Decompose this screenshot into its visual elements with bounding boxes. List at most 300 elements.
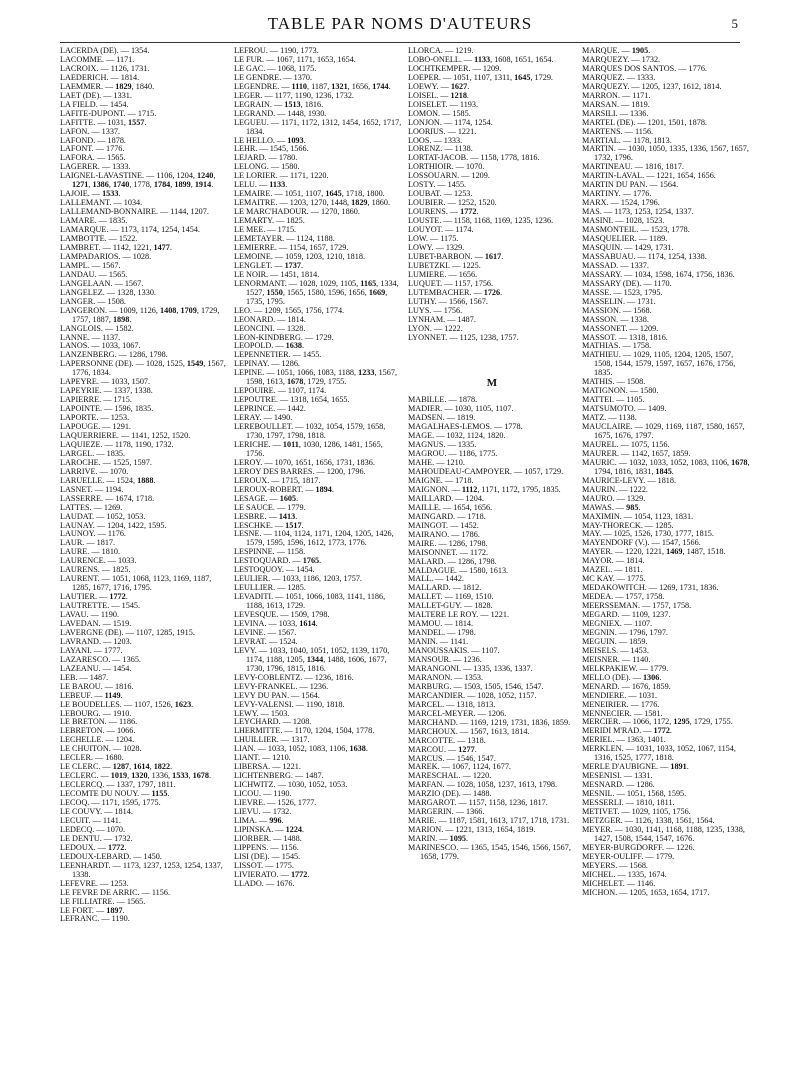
index-entry: MALL. — 1442.	[408, 575, 464, 584]
index-entry: LONJON. — 1174, 1254.	[408, 118, 493, 127]
index-entry: LAET (DE). — 1331.	[60, 91, 132, 100]
index-entry: LEENHARDT. — 1173, 1237, 1253, 1254, 1337, 1338.	[60, 861, 223, 879]
index-entry: LAMPADARIOS. — 1028.	[60, 252, 152, 261]
index-entry: LAUTRETTE. — 1545.	[60, 602, 141, 611]
index-entry: LAVERGNE (DE). — 1107, 1285, 1915.	[60, 628, 195, 637]
index-entry: LOORIUS. — 1221.	[408, 127, 477, 136]
index-entry: MARTENS. — 1156.	[582, 127, 654, 136]
index-entry: MALTÈRE LE ROY. — 1221.	[408, 611, 509, 620]
index-entry: LE BOUDELLES. — 1107, 1526, 1623.	[60, 700, 194, 709]
index-entry: LAVRAND. — 1203.	[60, 637, 132, 646]
index-entry: MARZIO (DE). — 1488.	[408, 790, 492, 799]
index-entry: LAMPL. — 1567.	[60, 261, 121, 270]
index-entry: MARGAROT. — 1157, 1158, 1236, 1817.	[408, 799, 548, 808]
index-entry: MAUCLAIRE. — 1029, 1169, 1187, 1580, 1657, 1675, 1676, 1797.	[582, 423, 745, 440]
index-entry: LE SAUCE. — 1779.	[234, 503, 306, 512]
index-entry: MASSARY (DE). — 1170.	[582, 279, 672, 288]
index-entry: MASQUIN. — 1429, 1731.	[582, 243, 674, 252]
header-rule	[60, 42, 740, 43]
index-entry: LERAY. — 1490.	[234, 414, 293, 423]
index-entry: MARQUE. — 1905.	[582, 47, 651, 55]
index-entry: LEPRINCE. — 1442.	[234, 405, 306, 414]
index-entry: MASSELIN. — 1731.	[582, 297, 656, 306]
index-entry: MAIGNÉ. — 1718.	[408, 476, 474, 485]
index-entry: LIANT. — 1210.	[234, 754, 291, 763]
index-entry: LEGENDRE. — 1110, 1187, 1321, 1656, 1744.	[234, 82, 391, 91]
index-entry: MARESCHAL. — 1220.	[408, 772, 492, 781]
index-entry: MARIE. — 1187, 1581, 1613, 1717, 1718, 1731.	[408, 817, 570, 826]
index-entry: LÉPINE. — 1051, 1066, 1083, 1188, 1233, 1567, 1598, 1613, 1678, 1729, 1755.	[234, 369, 397, 387]
index-entry: LEBOURG. — 1910.	[60, 709, 132, 718]
index-entry: LIPINSKA. — 1224.	[234, 825, 305, 834]
index-entry: LESPINNE. — 1158.	[234, 548, 306, 557]
index-entry: LEPENNETIER. — 1455.	[234, 351, 322, 360]
index-entry: MAYOR. — 1814.	[582, 557, 645, 566]
index-entry: MAMOU. — 1814.	[408, 620, 474, 629]
index-entry: LORENZ. — 1138.	[408, 145, 473, 154]
index-entry: MÉGARD. — 1109, 1237.	[582, 611, 671, 620]
index-entry: LORTAT-JACOB. — 1158, 1778, 1816.	[408, 154, 540, 163]
index-entry: LAIGNEL-LAVASTINE. — 1106, 1204, 1240, 1271, 1386, 1740, 1778, 1784, 1899, 1914.	[60, 172, 216, 190]
index-entry: LAPIERRE. — 1715.	[60, 396, 132, 405]
index-entry: LEYCHARD. — 1208.	[234, 718, 312, 727]
index-entry: MATHIS. — 1508.	[582, 378, 646, 387]
index-entry: MARCUS. — 1546, 1547.	[408, 754, 496, 763]
index-entry: MASSONET. — 1209.	[582, 324, 659, 333]
index-entry: LANGER. — 1508.	[60, 297, 126, 306]
index-entry: LE HELLO. — 1093.	[234, 136, 306, 145]
index-entry: MELLO (DE). — 1306.	[582, 673, 662, 682]
index-entry: LAURE. — 1810.	[60, 548, 121, 557]
index-entry: LHUILLIER. — 1317.	[234, 736, 310, 745]
index-entry: LIMA. — 996.	[234, 816, 284, 825]
index-entry: LECOQ. — 1171, 1595, 1775.	[60, 799, 161, 808]
index-entry: LECOMTE DU NOUY. — 1155.	[60, 790, 170, 799]
index-entry: LEVRAT. — 1524.	[234, 637, 298, 646]
index-entry: LÉGER. — 1177, 1190, 1236, 1732.	[234, 91, 354, 100]
index-entry: LEOPOLD. — 1638.	[234, 342, 305, 351]
index-entry: MERCIER. — 1066, 1172, 1295, 1729, 1755.	[582, 718, 733, 727]
index-entry: LÉVY-COBLENTZ. — 1236, 1816.	[234, 673, 354, 682]
index-entry: LALLEMAND-BONNAIRE. — 1144, 1207.	[60, 208, 209, 217]
index-entry: LAQUIÈZE. — 1178, 1190, 1732.	[60, 440, 174, 449]
index-entry: LE FÈVRE DE ARRIC. — 1156.	[60, 888, 171, 897]
index-entry: LAEDERICH. — 1814.	[60, 73, 140, 82]
index-entry: MARCHAND. — 1169, 1219, 1731, 1836, 1859.	[408, 718, 571, 727]
index-entry: LAPERSONNE (DE). — 1028, 1525, 1549, 1567, 1776, 1834.	[60, 360, 226, 378]
index-entry: MÉGUIN. — 1859.	[582, 637, 648, 646]
index-entry: MEDAKOWITCH. — 1269, 1731, 1836.	[582, 584, 719, 593]
index-entry: MENDIÈRE. — 1031.	[582, 691, 658, 700]
index-entry: MALLET-GUY. — 1828.	[408, 602, 493, 611]
index-entry: METZGER. — 1126, 1338, 1561, 1564.	[582, 816, 715, 825]
index-entry: MARX. — 1524, 1796.	[582, 199, 660, 208]
index-entry: MATSUMOTO. — 1409.	[582, 405, 667, 414]
index-entry: MICHEL. — 1335, 1674.	[582, 870, 667, 879]
index-entry: MEISNER. — 1140.	[582, 655, 651, 664]
index-entry: MAURIN. — 1222.	[582, 485, 648, 494]
index-entry: MAINGOT. — 1452.	[408, 521, 479, 530]
index-entry: MAYENDORF (V.). — 1547, 1566.	[582, 539, 701, 548]
index-entry: MATIGNON. — 1580.	[582, 387, 659, 396]
index-entry: MANDEL. — 1798.	[408, 629, 476, 638]
index-entry: MANOUSSAKIS. — 1107.	[408, 647, 500, 656]
index-entry: LICHTENBERG. — 1487.	[234, 772, 324, 781]
index-entry: LENORMANT. — 1028, 1029, 1105, 1165, 1334, 1527, 1550, 1565, 1580, 1596, 1656, 1669, 1735, 1795.	[234, 279, 399, 306]
index-entry: MARCOTTE. — 1318.	[408, 736, 486, 745]
index-entry: LOISEL. — 1218.	[408, 91, 469, 100]
index-entry: MEISELS. — 1453.	[582, 646, 649, 655]
index-entry: MAHOUDEAU-CAMPOYER. — 1057, 1729.	[408, 468, 564, 477]
index-entry: MAYER. — 1220, 1221, 1469, 1487, 1518.	[582, 548, 726, 557]
index-entry: LANDAU. — 1565.	[60, 270, 128, 279]
index-entry: LE CLERC. — 1287, 1614, 1822.	[60, 763, 173, 772]
index-entry: LAUTIER. — 1772.	[60, 593, 128, 602]
index-entry: LOW. — 1175.	[408, 235, 459, 244]
index-entry: MAURO. — 1329.	[582, 494, 646, 503]
index-entry: LHERMITTE. — 1170, 1204, 1504, 1778.	[234, 727, 375, 736]
index-entry: LEMOINE. — 1059, 1203, 1210, 1818.	[234, 252, 365, 261]
index-entry: LIÈVRE. — 1526, 1777.	[234, 799, 317, 808]
index-entry: MASSOT. — 1318, 1816.	[582, 333, 668, 342]
index-entry: LESAGE. — 1605.	[234, 494, 299, 503]
index-entry: LEJARD. — 1780.	[234, 154, 298, 163]
index-entry: MARQUÉZY. — 1732.	[582, 55, 661, 64]
index-entry: MAGALHAES-LEMOS. — 1778.	[408, 423, 523, 432]
index-entry: LE GENDRE. — 1370.	[234, 73, 313, 82]
index-column-4	[582, 47, 750, 898]
index-entry: LEROUX. — 1715, 1817.	[234, 476, 321, 485]
index-entry: MASSARY. — 1034, 1598, 1674, 1756, 1836.	[582, 270, 735, 279]
index-entry: LARUELLE. — 1524, 1888.	[60, 476, 156, 485]
index-entry: LOSTY. — 1455.	[408, 181, 467, 190]
index-entry: LAROCHE. — 1525, 1597.	[60, 458, 152, 467]
index-entry: LOOS. — 1333.	[408, 136, 463, 145]
index-entry: MARINESCO. — 1365, 1545, 1546, 1566, 1567, 1658, 1779.	[408, 844, 571, 862]
index-entry: LAMARE. — 1835.	[60, 217, 128, 226]
index-entry: MAIRANO. — 1786.	[408, 530, 480, 539]
index-entry: LOEPER. — 1051, 1107, 1311, 1645, 1729.	[408, 73, 553, 82]
index-entry: MEYERS. — 1568.	[582, 861, 648, 870]
index-entry: LICHWITZ. — 1030, 1052, 1053.	[234, 781, 348, 790]
section-letter: M	[486, 377, 498, 390]
index-entry: LEREBOULLET. — 1032, 1054, 1579, 1658, 1730, 1797, 1798, 1818.	[234, 423, 386, 440]
index-entry: LEBEUF. — 1149.	[60, 691, 123, 700]
index-entry: MARCEL-MEYER. — 1206.	[408, 709, 507, 718]
index-entry: LAFORA. — 1565.	[60, 154, 126, 163]
index-entry: LELONG. — 1580.	[234, 163, 300, 172]
index-entry: LANOS. — 1033, 1067.	[60, 342, 141, 351]
index-entry: LAPOUGE. — 1291.	[60, 423, 131, 432]
index-entry: MAINGARD. — 1718.	[408, 512, 486, 521]
index-entry: LÉPINAY. — 1286.	[234, 360, 300, 369]
index-entry: LA FIELD. — 1454.	[60, 100, 129, 109]
index-entry: LE BAROU. — 1816.	[60, 682, 134, 691]
index-entry: MESNIL. — 1051, 1568, 1595.	[582, 790, 687, 799]
index-entry: MAISONNET. — 1172.	[408, 548, 489, 557]
index-entry: LEWY. — 1503.	[234, 709, 290, 718]
index-entry: MERLE D'AUBIGNÉ. — 1891.	[582, 763, 689, 772]
index-entry: LEMARTY. — 1825.	[234, 217, 305, 226]
index-entry: MARCEL. — 1318, 1813.	[408, 700, 496, 709]
index-entry: LEFÈVRE. — 1253.	[60, 879, 129, 888]
index-entry: MENNECIER. — 1581.	[582, 709, 663, 718]
index-entry: MASSAD. — 1337.	[582, 261, 649, 270]
index-entry: MICHON. — 1205, 1653, 1654, 1717.	[582, 888, 710, 897]
index-entry: LÉONARD. — 1814.	[234, 315, 306, 324]
index-entry: LEULLIER. — 1285.	[234, 584, 306, 593]
index-entry: MALLET. — 1169, 1510.	[408, 593, 494, 602]
index-entry: LIBERSA. — 1221.	[234, 763, 301, 772]
index-entry: LEGRAIN. — 1513, 1816.	[234, 100, 324, 109]
index-entry: LENGLET. — 1737.	[234, 261, 303, 270]
index-entry: MARTEL (DE). — 1201, 1501, 1878.	[582, 118, 707, 127]
index-entry: LAURENT. — 1051, 1068, 1123, 1169, 1187, 1285, 1677, 1716, 1795.	[60, 575, 212, 593]
index-entry: LE FUR. — 1067, 1171, 1653, 1654.	[234, 55, 356, 64]
index-entry: LISSOT. — 1775.	[234, 861, 294, 870]
index-column-3	[408, 47, 576, 862]
index-entry: MAGE. — 1032, 1124, 1820.	[408, 432, 506, 441]
index-entry: LAVAU. — 1190.	[60, 611, 119, 620]
index-entry: MEYER-BURGDORFF. — 1226.	[582, 843, 695, 852]
index-entry: LIAN. — 1033, 1052, 1083, 1106, 1638.	[234, 745, 368, 754]
index-entry: LOUBIER. — 1252, 1520.	[408, 199, 497, 208]
index-entry: LAFOND. — 1878.	[60, 136, 126, 145]
index-entry: LESTOQUARD. — 1765.	[234, 557, 322, 566]
index-entry: MARFAN. — 1028, 1058, 1237, 1613, 1798.	[408, 781, 558, 790]
index-entry: LASNET. — 1194.	[60, 485, 124, 494]
index-entry: MAY. — 1025, 1526, 1730, 1777, 1815.	[582, 530, 714, 539]
index-entry: MESENISI. — 1331.	[582, 772, 653, 781]
page-header	[60, 14, 740, 38]
index-entry: LE BRETON. — 1186.	[60, 718, 138, 727]
index-entry: LAUNOY. — 1176.	[60, 530, 126, 539]
index-entry: MATTEI. — 1105.	[582, 396, 645, 405]
index-entry: LEROUX-ROBERT. — 1894.	[234, 485, 334, 494]
index-entry: LARRIVÉ. — 1070.	[60, 467, 129, 476]
index-entry: LALLEMANT. — 1034.	[60, 199, 143, 208]
index-entry: MARTIN-LAVAL. — 1221, 1654, 1656.	[582, 172, 716, 181]
index-entry: LESBRE. — 1413.	[234, 512, 298, 521]
index-entry: LEVESQUE. — 1509, 1798.	[234, 611, 330, 620]
index-entry: LOUSTE. — 1158, 1168, 1169, 1235, 1236.	[408, 217, 554, 226]
index-entry: MARTINY. — 1776.	[582, 190, 652, 199]
page-number: 5	[731, 16, 738, 31]
index-entry: MALDAGUE. — 1580, 1613.	[408, 566, 509, 575]
index-entry: MANSOUR. — 1236.	[408, 656, 482, 665]
index-entry: MASSABUAU. — 1174, 1254, 1338.	[582, 252, 707, 261]
index-entry: MEYER-OULIFF. — 1779.	[582, 852, 675, 861]
index-entry: LÉVY DU PAN. — 1564.	[234, 691, 320, 700]
index-column-1	[60, 47, 228, 924]
page-title: TABLE PAR NOMS D'AUTEURS	[267, 14, 533, 33]
index-entry: MARQUES DOS SANTOS. — 1776.	[582, 64, 707, 73]
index-entry: LUBETZKI. — 1225.	[408, 261, 481, 270]
index-entry: MARANON. — 1353.	[408, 673, 484, 682]
index-entry: MÉGNIN. — 1796, 1797.	[582, 628, 668, 637]
index-entry: LAZEANU. — 1454.	[60, 664, 132, 673]
index-entry: LE NOIR. — 1451, 1814.	[234, 270, 320, 279]
index-entry: MADIER. — 1030, 1105, 1107.	[408, 405, 514, 414]
index-entry: MEYER. — 1030, 1141, 1168, 1188, 1235, 1338, 1427, 1508, 1544, 1547, 1676.	[582, 825, 745, 843]
index-entry: MABILLE. — 1878.	[408, 396, 478, 405]
index-entry: LAYANI. — 1777.	[60, 646, 123, 655]
index-entry: MASQUELIER. — 1189.	[582, 235, 668, 244]
index-entry: LESNÉ. — 1104, 1124, 1171, 1204, 1205, 1426, 1579, 1595, 1596, 1612, 1773, 1776.	[234, 530, 394, 548]
index-entry: LÉLU. — 1133.	[234, 181, 288, 190]
index-entry: MAURICE-LÉVY. — 1818.	[582, 476, 677, 485]
index-entry: LISI (DE). — 1545.	[234, 852, 301, 861]
index-entry: MAZEL. — 1811.	[582, 566, 643, 575]
index-entry: LOWY. — 1329.	[408, 243, 465, 252]
index-entry: MADSEN. — 1819.	[408, 414, 476, 423]
index-entry: LUMIÈRE. — 1656.	[408, 270, 478, 279]
index-entry: MAIGNON. — 1112, 1171, 1172, 1795, 1835.	[408, 485, 561, 494]
index-entry: LEMÉTAYER. — 1124, 1188.	[234, 235, 335, 244]
index-entry: MICHELET. — 1146.	[582, 879, 656, 888]
index-entry: LANGLOIS. — 1582.	[60, 324, 134, 333]
index-entry: LOURENS. — 1772.	[408, 208, 479, 217]
index-entry: LAEMMER. — 1829, 1840.	[60, 82, 155, 91]
index-entry: MATHIAS. — 1758.	[582, 342, 652, 351]
index-entry: LYONNET. — 1125, 1238, 1757.	[408, 333, 519, 342]
index-entry: LAFITE-DUPONT. — 1715.	[60, 109, 157, 118]
index-entry: MAILLE. — 1654, 1656.	[408, 503, 493, 512]
index-entry: LEFRANC. — 1190.	[60, 915, 130, 924]
index-entry: LAUR. — 1817.	[60, 539, 116, 548]
index-entry: LIEVU. — 1732.	[234, 808, 292, 817]
index-entry: LECHELLE. — 1204.	[60, 736, 135, 745]
index-entry: LANGELAAN. — 1567.	[60, 279, 144, 288]
index-entry: LÉO. — 1209, 1565, 1756, 1774.	[234, 306, 345, 315]
index-entry: LACROIX. — 1126, 1731.	[60, 64, 150, 73]
index-entry: LANGELEZ. — 1328, 1330.	[60, 288, 156, 297]
index-entry: MARQUEZ. — 1333.	[582, 73, 656, 82]
index-entry: LARGEL. — 1835.	[60, 449, 126, 458]
index-entry: MASMONTEIL. — 1523, 1778.	[582, 226, 690, 235]
index-entry: MALARD. — 1286, 1798.	[408, 557, 497, 566]
index-entry: LANZENBERG. — 1286, 1798.	[60, 351, 168, 360]
index-entry: LEVADITI. — 1051, 1066, 1083, 1141, 1186, 1188, 1613, 1729.	[234, 593, 386, 611]
index-entry: MENEIRIER. — 1776.	[582, 700, 660, 709]
index-entry: LEDOUX. — 1772.	[60, 843, 127, 852]
index-entry: LORTHIOIR. — 1070.	[408, 163, 485, 172]
index-entry: METIVET. — 1029, 1105, 1756.	[582, 808, 691, 817]
index-entry: LESTOQUOY. — 1454.	[234, 566, 315, 575]
index-entry: LICOU. — 1190.	[234, 790, 292, 799]
index-entry: LEMIERRE. — 1154, 1657, 1729.	[234, 243, 349, 252]
index-entry: LACERDA (DE). — 1354.	[60, 47, 150, 55]
index-entry: LUBET-BARBON. — 1617.	[408, 252, 504, 261]
index-entry: MASSÉ. — 1523, 1795.	[582, 288, 663, 297]
index-entry: LECLER. — 1680.	[60, 754, 124, 763]
index-entry: MALLARD. — 1812.	[408, 584, 482, 593]
index-entry: LOSSOUARN. — 1209.	[408, 172, 490, 181]
index-entry: LAPORTE. — 1253.	[60, 414, 130, 423]
index-entry: LIPPENS. — 1156.	[234, 843, 299, 852]
index-column-2	[234, 47, 402, 889]
index-entry: LAFON. — 1337.	[60, 127, 121, 136]
index-entry: MESSERLI. — 1810, 1811.	[582, 799, 675, 808]
index-entry: MÉRIDI M'RAD. — 1772.	[582, 727, 672, 736]
index-entry: LEMAIRE. — 1051, 1107, 1645, 1718, 1800.	[234, 190, 385, 199]
index-entry: LÉVY-FRANKEL. — 1236.	[234, 682, 329, 691]
index-entry: LAVEDAN. — 1519.	[60, 620, 132, 628]
index-entry: LESCHKE. — 1517.	[234, 521, 304, 530]
index-entry: LEROY. — 1070, 1651, 1656, 1731, 1836.	[234, 458, 375, 467]
index-entry: LAMBOTTE. — 1522.	[60, 235, 138, 244]
index-entry: MAHÉ. — 1210.	[408, 459, 465, 468]
index-entry: LEVINE. — 1567.	[234, 628, 297, 637]
index-entry: LEONCINI. — 1328.	[234, 324, 306, 333]
index-entry: LEHR. — 1545, 1566.	[234, 145, 309, 154]
index-entry: MARTIAL. — 1178, 1813.	[582, 136, 672, 145]
index-entry: LOMON. — 1585.	[408, 109, 471, 118]
index-entry: MAIRE. — 1286, 1798.	[408, 539, 488, 548]
index-entry: MASINI. — 1028, 1523.	[582, 217, 665, 226]
index-entry: LE MARC'HADOUR. — 1270, 1860.	[234, 208, 360, 217]
index-entry: LYON. — 1222.	[408, 324, 463, 333]
index-entry: LIORBER. — 1488.	[234, 834, 302, 843]
index-entry: LUYS. — 1756.	[408, 306, 463, 315]
index-entry: MARCHOUX. — 1567, 1613, 1814.	[408, 727, 530, 736]
index-entry: LAGERER. — 1333.	[60, 163, 131, 172]
index-entry: MARBURG. — 1503, 1505, 1546, 1547.	[408, 682, 544, 691]
index-entry: LE COUVY. — 1814.	[60, 808, 133, 817]
index-entry: LEON-KINDBERG. — 1729.	[234, 333, 334, 342]
section-gap	[408, 342, 576, 369]
index-entry: MAILLARD. — 1204.	[408, 494, 484, 503]
index-entry: LEROY DES BARRES. — 1200, 1796.	[234, 467, 366, 476]
index-entry: LAMARQUE. — 1173, 1174, 1254, 1454.	[60, 226, 200, 235]
index-entry: LEGRAND. — 1448, 1930.	[234, 109, 327, 118]
index-columns	[60, 47, 750, 1077]
index-entry: MAURIC. — 1032, 1033, 1052, 1083, 1106, 1678, 1794, 1816, 1831, 1845.	[582, 458, 750, 476]
index-entry: LUTHY. — 1566, 1567.	[408, 297, 488, 306]
index-entry: LAPEYRE. — 1033, 1507.	[60, 378, 151, 387]
index-entry: LÉVY-VALENSI. — 1190, 1818.	[234, 700, 345, 709]
index-entry: LAFONT. — 1776.	[60, 145, 125, 154]
index-entry: LEDOUX-LEBARD. — 1450.	[60, 852, 162, 861]
index-entry: LAPEYRIE. — 1337, 1338.	[60, 387, 153, 396]
index-entry: MAXIMIN. — 1054, 1123, 1831.	[582, 512, 694, 521]
index-entry: LOBO-ONELL. — 1133, 1608, 1651, 1654.	[408, 55, 554, 64]
index-entry: LUTEMBACHER. — 1726.	[408, 288, 503, 297]
index-entry: LE GAC. — 1068, 1175.	[234, 64, 317, 73]
index-entry: LEPOUTRE. — 1318, 1654, 1655.	[234, 396, 350, 405]
index-entry: LATTES. — 1269.	[60, 503, 123, 512]
index-entry: MARCANDIER. — 1028, 1052, 1157.	[408, 691, 537, 700]
index-entry: LÉVY. — 1033, 1040, 1051, 1052, 1139, 1170, 1174, 1188, 1205, 1344, 1488, 1606, 1677, 1730, 1796, 1815, 1816.	[234, 646, 390, 673]
index-entry: LEBRETON. — 1066.	[60, 727, 136, 736]
index-entry: MÉGNIEX. — 1107.	[582, 620, 653, 628]
index-entry: MATHIEU. — 1029, 1105, 1204, 1205, 1507, 1508, 1544, 1579, 1597, 1657, 1676, 1756, 1835.	[582, 351, 736, 378]
index-entry: LLADO. — 1676.	[234, 879, 295, 888]
index-entry: LAUNAY. — 1204, 1422, 1595.	[60, 521, 167, 530]
index-entry: LACOMME. — 1171.	[60, 55, 135, 64]
index-entry: LEPOUIRE. — 1107, 1174.	[234, 387, 327, 396]
index-entry: LEDECQ. — 1070.	[60, 825, 126, 834]
index-entry: MAREK. — 1067, 1124, 1677.	[408, 763, 511, 772]
index-entry: MAURER. — 1142, 1657, 1859.	[582, 449, 691, 458]
index-entry: LOUBAT. — 1253.	[408, 190, 473, 199]
index-entry: LECLERCQ. — 1337, 1797, 1811.	[60, 781, 176, 790]
index-entry: MAGROU. — 1186, 1775.	[408, 450, 498, 459]
index-entry: LANGERON. — 1009, 1126, 1408, 1709, 1729, 1757, 1887, 1898.	[60, 306, 220, 324]
index-entry: MARANGONI. — 1335, 1336, 1337.	[408, 665, 533, 673]
index-entry: LE FILLIATRE. — 1565.	[60, 897, 146, 906]
index-entry: LOEWY. — 1627.	[408, 82, 470, 91]
